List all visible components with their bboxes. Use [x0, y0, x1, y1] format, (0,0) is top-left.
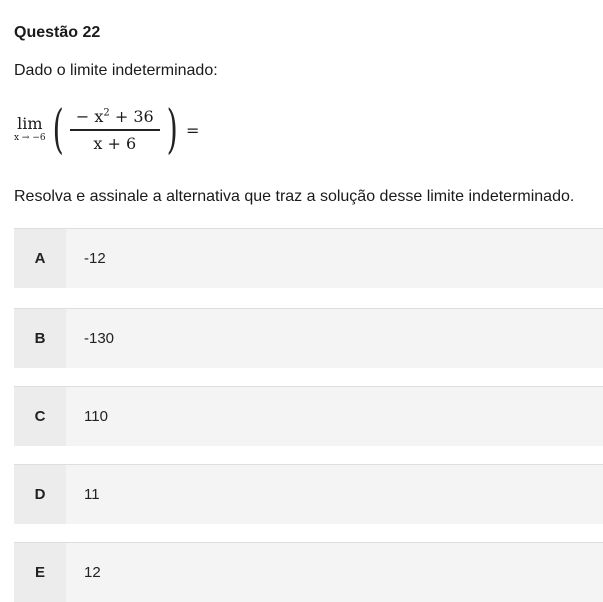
option-d[interactable] [14, 464, 603, 524]
option-letter: B [34, 330, 46, 347]
left-paren: ( [52, 100, 64, 160]
option-b[interactable] [14, 308, 603, 368]
option-c[interactable] [14, 386, 603, 446]
numerator-constant: + 36 [109, 107, 154, 127]
fraction [70, 107, 160, 153]
option-content [66, 543, 603, 602]
option-e[interactable] [14, 542, 603, 602]
question-instruction: Resolva e assinale a alternativa que traz a solução desse limite indeterminado. [14, 188, 575, 205]
numerator-term: − x [75, 107, 104, 127]
right-paren: ) [166, 100, 178, 160]
numerator-exponent: 2 [103, 107, 110, 119]
fraction-denominator: x + 6 [93, 133, 137, 153]
option-content [66, 229, 603, 288]
question-title: Questão 22 [14, 24, 101, 41]
lim-subscript: x → −6 [14, 133, 46, 143]
option-letter: D [34, 486, 46, 503]
option-value: 110 [84, 408, 108, 425]
limit-operator [14, 116, 46, 144]
option-letter: C [34, 408, 46, 425]
limit-formula [14, 102, 199, 158]
lim-word: lim [17, 114, 43, 133]
option-content [66, 309, 603, 368]
option-value: -130 [84, 330, 115, 347]
option-value: 11 [84, 486, 100, 503]
option-a[interactable] [14, 228, 603, 288]
option-content [66, 465, 603, 524]
option-value: -12 [84, 250, 106, 267]
option-content [66, 387, 603, 446]
option-letter: E [34, 564, 45, 581]
option-letter: A [34, 250, 46, 267]
fraction-numerator [70, 107, 160, 129]
option-value: 12 [84, 564, 101, 581]
question-prompt: Dado o limite indeterminado: [14, 62, 218, 79]
equals-sign: = [186, 120, 200, 140]
